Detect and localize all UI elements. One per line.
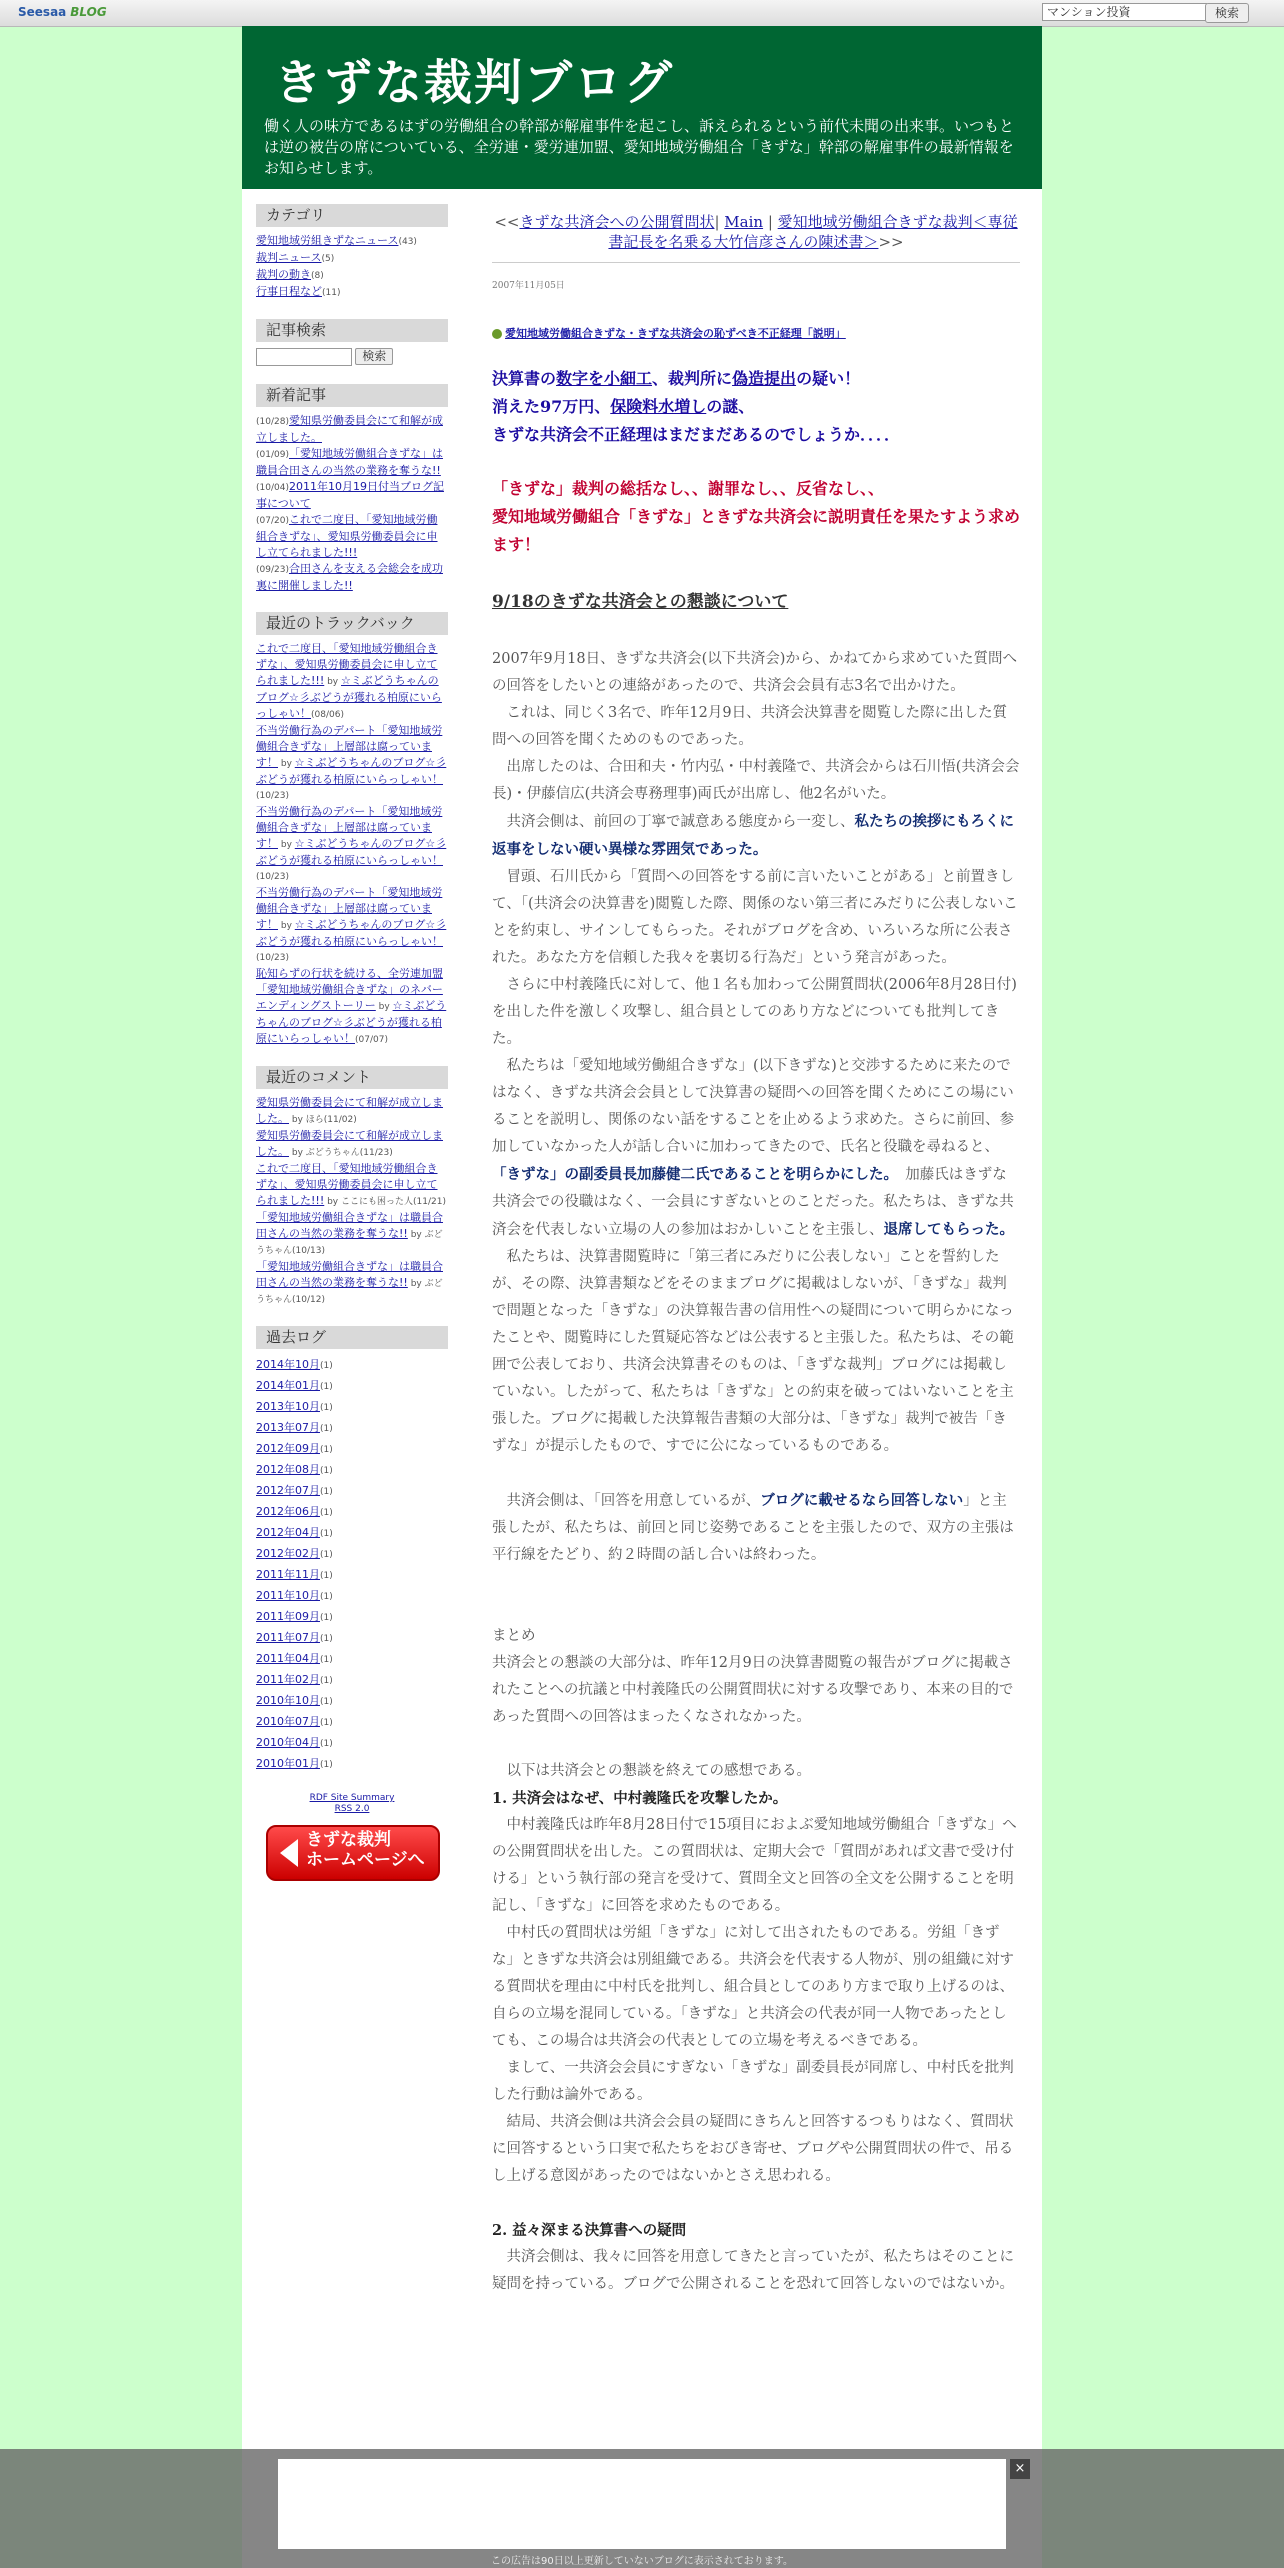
archive-link[interactable]: 2011年09月 <box>256 1610 320 1623</box>
comment-author: by ぶどうちゃん <box>256 1230 443 1256</box>
article-search-button[interactable]: 検索 <box>355 348 393 365</box>
recent-entry-date: (10/28) <box>256 417 289 427</box>
archive-count: (1) <box>320 1718 333 1728</box>
archive-count: (1) <box>320 1361 333 1371</box>
archive-link[interactable]: 2010年10月 <box>256 1694 320 1707</box>
archive-item <box>256 1607 448 1628</box>
trackback-item <box>256 804 448 885</box>
category-count: (43) <box>398 237 417 247</box>
paragraph: 私たちは「愛知地域労働組合きずな」(以下きずな)と交渉するために来たのではなく、きずな共済会会員として決算書の疑問への回答を聞くためにこの場にいることを説明し、関係のない話をすることを止めるよう求めた。さらに前回、参加していなかった人が話し合いに加わってきたので、氏名と役職を尋ねると、「きずな」の副委員長加藤健二氏であることを明らかにした。 加藤氏はきずな共済会での役職はなく、一会員にすぎないとのことだった。私たちは、きずな共済会を代表しない立場の人の参加はおかしいことを主張し、退席してもらった。 <box>492 1058 1014 1238</box>
paragraph: 共済会側は、我々に回答を用意してきたと言っていたが、私たちはそのことに疑問を持っている。ブログで公開されることを恐れて回答しないのではないか。 <box>492 2249 1014 2292</box>
recent-entry-date: (07/20) <box>256 516 289 526</box>
recent-entry-link[interactable]: 2011年10月19日付当ブログ記事について <box>256 480 444 510</box>
paragraph: 2007年9月18日、きずな共済会(以下共済会)から、かねてから求めていた質問への回答をしたいとの連絡があったので、共済会会員有志3名で出かけた。 <box>492 651 1018 694</box>
nav-sep: | <box>763 213 778 231</box>
archive-item <box>256 1355 448 1376</box>
highlight-blue-2: 消えた97万円、保険料水増しの謎、 <box>492 397 755 416</box>
category-item <box>256 284 448 301</box>
comment-date: (10/13) <box>292 1246 325 1256</box>
archive-item <box>256 1691 448 1712</box>
category-count: (8) <box>311 271 324 281</box>
comment-author: by ほら <box>289 1115 324 1125</box>
archive-item <box>256 1754 448 1775</box>
trackback-entry-link[interactable]: 恥知らずの行状を続ける、全労連加盟「愛知地域労働組合きずな」のネバーエンディングストーリー <box>256 967 443 1012</box>
trackback-item <box>256 723 448 804</box>
blog-header <box>242 26 1042 189</box>
archive-count: (1) <box>320 1655 333 1665</box>
paragraph: 以下は共済会との懇談を終えての感想である。 <box>492 1763 811 1779</box>
paragraph: 共済会側は、「回答を用意しているが、ブログに載せるなら回答しない」と主張したが、私たちは、前回と同じ姿勢であることを主張したので、双方の主張は平行線をたどり、約２時間の話し合いは終わった。 <box>492 1492 1014 1563</box>
recent-entries-list <box>256 413 448 594</box>
archive-link[interactable]: 2011年10月 <box>256 1589 320 1602</box>
categories-block <box>256 204 448 301</box>
archive-link[interactable]: 2012年04月 <box>256 1526 320 1539</box>
trackback-entry-link[interactable]: これで二度目、「愛知地域労働組合きずな」、愛知県労働委員会に申し立てられました!!! <box>256 642 438 687</box>
archive-item <box>256 1733 448 1754</box>
recent-entry-date: (01/09) <box>256 450 289 460</box>
recent-entry-item <box>256 512 448 561</box>
ad-overlay <box>0 2449 1284 2568</box>
trackback-source-link[interactable]: ☆ミぶどうちゃんのブログ☆彡ぶどうが獲れる柏原にいらっしゃい！ <box>256 918 447 948</box>
archive-item <box>256 1586 448 1607</box>
category-item <box>256 250 448 267</box>
toolbar-search-button[interactable]: 検索 <box>1205 3 1249 23</box>
question-heading-2: 2. 益々深まる決算書への疑問 <box>492 2222 687 2239</box>
category-link[interactable]: 裁判ニュース <box>256 251 322 264</box>
category-link[interactable]: 裁判の動き <box>256 268 311 281</box>
recent-entry-item <box>256 479 448 512</box>
paragraph: 冒頭、石川氏から「質問への回答をする前に言いたいことがある」と前置きして、「(共済会の決算書を)閲覧した際、関係のない第三者にみだりに公表しないことを約束し、サインしてもらった。それがブログを含め、いろいろな所に公表された。あなた方を信頼した我々を裏切る行為だ」という発言があった。 <box>492 869 1018 966</box>
comment-item <box>256 1259 448 1308</box>
archive-item <box>256 1397 448 1418</box>
archive-item <box>256 1439 448 1460</box>
close-icon[interactable]: × <box>1010 2459 1030 2479</box>
trackback-date: (08/06) <box>311 710 344 720</box>
prev-entry-link[interactable]: きずな共済会への公開質問状 <box>519 213 715 231</box>
comment-date: (11/23) <box>359 1148 393 1158</box>
comment-entry-link[interactable]: 「愛知地域労働組合きずな」は職員合田さんの当然の業務を奪うな!! <box>256 1260 443 1289</box>
summary-title: まとめ <box>492 1628 536 1644</box>
archive-item <box>256 1523 448 1544</box>
archive-item <box>256 1712 448 1733</box>
archive-count: (1) <box>320 1445 333 1455</box>
recent-entry-date: (10/04) <box>256 483 289 493</box>
entry-body <box>492 365 1020 2298</box>
blog-description: 働く人の味方であるはずの労働組合の幹部が解雇事件を起こし、訴えられるという前代未聞の出来事。いつもとは逆の被告の席についている、全労連・愛労連加盟、愛知地域労働組合「きずな」幹部の解雇事件の最新情報をお知らせします。 <box>264 117 1015 177</box>
comment-item <box>256 1128 448 1161</box>
recent-entry-link[interactable]: 「愛知地域労働組合きずな」は職員合田さんの当然の業務を奪うな!! <box>256 447 443 477</box>
category-count: (11) <box>322 288 341 298</box>
question-heading-1: 1. 共済会はなぜ、中村義隆氏を攻撃したか。 <box>492 1790 788 1807</box>
trackback-entry-link[interactable]: 不当労働行為のデパート「愛知地域労働組合きずな」上層部は腐っています！ <box>256 724 443 769</box>
category-item <box>256 267 448 284</box>
recent-entries-block <box>256 384 448 594</box>
trackbacks-block <box>256 612 448 1048</box>
highlight-blue-3: きずな共済会不正経理はまだまだあるのでしょうか．．．． <box>492 425 901 444</box>
trackback-by: by <box>375 1002 393 1012</box>
archive-count: (1) <box>320 1508 333 1518</box>
trackback-by: by <box>324 677 341 687</box>
archive-item <box>256 1544 448 1565</box>
entry-title-link[interactable]: 愛知地域労働組合きずな・きずな共済会の恥ずべき不正経理「説明」 <box>505 327 846 340</box>
archive-count: (1) <box>320 1487 333 1497</box>
highlight-red-2: 愛知地域労働組合「きずな」ときずな共済会に説明責任を果たすよう求めます！ <box>492 507 1021 554</box>
comment-author: by ぶどうちゃん <box>256 1279 443 1305</box>
highlight-red-1: 「きずな」裁判の総括なし、、謝罪なし、、反省なし、、 <box>492 479 885 498</box>
rss2-link[interactable]: RSS 2.0 <box>334 1804 370 1814</box>
paragraph: 中村氏の質問状は労組「きずな」に対して出されたものである。労組「きずな」ときずな共済会は別組織である。共済会を代表する人物が、別の組織に対する質問状を理由に中村氏を批判し、組合員としてのあり方まで取り上げるのは、自らの立場を混同している。「きずな」と共済会の代表が同一人物であったとしても、この場合は共済会の代表としての立場を考えるべきである。 <box>492 1925 1014 2049</box>
archive-link[interactable]: 2012年08月 <box>256 1463 320 1476</box>
paragraph: 出席したのは、合田和夫・竹内弘・中村義隆で、共済会からは石川悟(共済会会長)・伊藤信広(共済会専務理事)両氏が出席し、他2名がいた。 <box>492 759 1020 802</box>
archive-item <box>256 1649 448 1670</box>
toolbar-search-input[interactable]: マンション投資 <box>1042 3 1207 21</box>
article-search-input[interactable] <box>256 348 352 366</box>
archive-item <box>256 1418 448 1439</box>
trackback-date: (10/23) <box>256 791 289 801</box>
archive-count: (1) <box>320 1550 333 1560</box>
archive-count: (1) <box>320 1424 333 1434</box>
seesaa-blog-logo[interactable]: Seesaa BLOG <box>18 5 107 19</box>
arrow-left-icon <box>280 1839 298 1867</box>
comment-author: by ここにも困った人 <box>324 1197 413 1207</box>
recent-entries-heading: 新着記事 <box>256 384 448 407</box>
archive-link[interactable]: 2010年07月 <box>256 1715 320 1728</box>
homepage-button-line1: きずな裁判 <box>306 1830 391 1850</box>
comments-list <box>256 1095 448 1308</box>
archive-link[interactable]: 2013年07月 <box>256 1421 320 1434</box>
ad-note: この広告は90日以上更新していないブログに表示されております。 <box>491 2556 793 2567</box>
category-count: (5) <box>321 254 335 264</box>
comment-item <box>256 1210 448 1259</box>
comment-entry-link[interactable]: これで二度目、「愛知地域労働組合きずな」、愛知県労働委員会に申し立てられました!!! <box>256 1162 438 1207</box>
comment-date: (11/02) <box>323 1115 357 1125</box>
comments-heading: 最近のコメント <box>256 1066 448 1089</box>
archive-link[interactable]: 2012年02月 <box>256 1547 320 1560</box>
recent-entry-item <box>256 446 448 479</box>
categories-list <box>256 233 448 301</box>
archive-item <box>256 1502 448 1523</box>
trackback-item <box>256 641 448 723</box>
trackback-by: by <box>278 921 295 931</box>
comment-entry-link[interactable]: 「愛知地域労働組合きずな」は職員合田さんの当然の業務を奪うな!! <box>256 1211 443 1240</box>
comment-author: by ぶどうちゃん <box>289 1148 360 1158</box>
main-content <box>492 212 1020 2298</box>
archive-item <box>256 1460 448 1481</box>
paragraph: これは、同じく3名で、昨年12月9日、共済会決算書を閲覧した際に出した質問への回答を聞くためのものであった。 <box>492 705 1008 748</box>
recent-entry-link[interactable]: これで二度目、「愛知地域労働組合きずな」、愛知県労働委員会に申し立てられました!!! <box>256 513 438 559</box>
recent-entry-item <box>256 413 448 446</box>
comment-date: (10/12) <box>292 1295 325 1305</box>
trackbacks-list <box>256 641 448 1048</box>
categories-heading: カテゴリ <box>256 204 448 227</box>
paragraph: 中村義隆氏は昨年8月28日付で15項目におよぶ愛知地域労働組合「きずな」への公開質問状を出した。この質問状は、定期大会で「質問があれば文書で受け付ける」という執行部の発言を受けて、質問全文と回答の全文を公開することを明記し、「きずな」に回答を求めたものである。 <box>492 1817 1017 1914</box>
entry-navigation <box>492 212 1020 263</box>
archive-item <box>256 1376 448 1397</box>
archive-item <box>256 1565 448 1586</box>
archive-count: (1) <box>320 1613 333 1623</box>
archive-count: (1) <box>320 1571 333 1581</box>
category-item <box>256 233 448 250</box>
page-container <box>242 26 1042 2568</box>
comments-block <box>256 1066 448 1308</box>
trackback-by: by <box>278 759 295 769</box>
comment-date: (11/21) <box>413 1197 446 1207</box>
comment-entry-link[interactable]: 愛知県労働委員会にて和解が成立しました。 <box>256 1129 443 1158</box>
archive-link[interactable]: 2012年09月 <box>256 1442 320 1455</box>
archive-count: (1) <box>320 1466 333 1476</box>
trackback-item <box>256 966 448 1048</box>
archive-count: (1) <box>320 1382 333 1392</box>
trackback-date: (10/23) <box>256 953 289 963</box>
trackback-source-link[interactable]: ☆ミぶどうちゃんのブログ☆彡ぶどうが獲れる柏原にいらっしゃい！ <box>256 674 442 720</box>
archive-link[interactable]: 2013年10月 <box>256 1400 320 1413</box>
next-entry-link[interactable]: 愛知地域労働組合きずな裁判＜専従書記長を名乗る大竹信彦さんの陳述書＞ <box>608 213 1018 251</box>
trackback-by: by <box>278 840 295 850</box>
paragraph: さらに中村義隆氏に対して、他１名も加わって公開質問状(2006年8月28日付)を出した件を激しく攻撃し、組合員としてのあり方などについても批判してきた。 <box>492 977 1017 1047</box>
nav-prev-prefix: << <box>494 213 520 231</box>
trackback-item <box>256 885 448 966</box>
recent-entry-link[interactable]: 合田さんを支える会総会を成功裏に開催しました!! <box>256 562 443 592</box>
archive-count: (1) <box>320 1592 333 1602</box>
paragraph: まして、一共済会会員にすぎない「きずな」副委員長が同席し、中村氏を批判した行動は論外である。 <box>492 2060 1014 2103</box>
archive-link[interactable]: 2014年01月 <box>256 1379 320 1392</box>
archive-link[interactable]: 2010年04月 <box>256 1736 320 1749</box>
trackback-entry-link[interactable]: 不当労働行為のデパート「愛知地域労働組合きずな」上層部は腐っています！ <box>256 886 443 931</box>
comment-item <box>256 1161 448 1210</box>
trackback-date: (07/07) <box>355 1035 388 1045</box>
archive-count: (1) <box>320 1739 333 1749</box>
archive-item <box>256 1481 448 1502</box>
trackback-date: (10/23) <box>256 872 289 882</box>
search-block <box>256 319 448 366</box>
archive-link[interactable]: 2012年06月 <box>256 1505 320 1518</box>
recent-entry-item <box>256 561 448 594</box>
recent-entry-date: (09/23) <box>256 565 289 575</box>
highlight-blue-1: 決算書の数字を小細工、裁判所に偽造提出の疑い！ <box>492 369 861 388</box>
archive-count: (1) <box>320 1697 333 1707</box>
archive-count: (1) <box>320 1403 333 1413</box>
archive-link[interactable]: 2011年04月 <box>256 1652 320 1665</box>
search-heading: 記事検索 <box>256 319 448 342</box>
category-link[interactable]: 行事日程など <box>256 285 322 298</box>
archive-count: (1) <box>320 1676 333 1686</box>
archives-heading: 過去ログ <box>256 1326 448 1349</box>
trackback-source-link[interactable]: ☆ミぶどうちゃんのブログ☆彡ぶどうが獲れる柏原にいらっしゃい！ <box>256 837 447 867</box>
archive-item <box>256 1628 448 1649</box>
recent-entry-link[interactable]: 愛知県労働委員会にて和解が成立しました。 <box>256 414 443 444</box>
comment-entry-link[interactable]: 愛知県労働委員会にて和解が成立しました。 <box>256 1096 443 1125</box>
archive-link[interactable]: 2011年07月 <box>256 1631 320 1644</box>
archive-link[interactable]: 2011年02月 <box>256 1673 320 1686</box>
archive-item <box>256 1670 448 1691</box>
homepage-button-line2: ホームページへ <box>306 1850 425 1870</box>
rdf-link[interactable]: RDF Site Summary <box>309 1793 395 1803</box>
paragraph: 私たちは、決算書閲覧時に「第三者にみだりに公表しない」ことを誓約したが、その際、決算書類などをそのままブログに掲載はしないが、「きずな」裁判で問題となった「きずな」の決算報告書の信用性への疑問について明らかになったことや、閲覧時にした質疑応答などは公表すると主張した。私たちは、その範囲で公表しており、共済会決算書そのものは、「きずな裁判」ブログには掲載していない。したがって、私たちは「きずな」との約束を破ってはいないことを主張した。ブログに掲載した決算報告書類の大部分は、「きずな」裁判で被告「きずな」が提示したもので、すでに公になっているものである。 <box>492 1249 1014 1454</box>
section-heading: 9/18のきずな共済会との懇談について <box>492 592 789 612</box>
archive-count: (1) <box>320 1760 333 1770</box>
sidebar <box>256 204 448 1881</box>
entry-date: 2007年11月05日 <box>492 281 565 291</box>
paragraph: 共済会側は、前回の丁寧で誠意ある態度から一変し、私たちの挨拶にもろくに返事をしない硬い異様な雰囲気であった。 <box>492 813 1014 858</box>
archive-link[interactable]: 2011年11月 <box>256 1568 320 1581</box>
rss-links <box>256 1793 448 1815</box>
nav-sep: | <box>714 213 725 231</box>
archive-count: (1) <box>320 1634 333 1644</box>
archive-count: (1) <box>320 1529 333 1539</box>
archive-link[interactable]: 2010年01月 <box>256 1757 320 1770</box>
trackback-entry-link[interactable]: 不当労働行為のデパート「愛知地域労働組合きずな」上層部は腐っています！ <box>256 805 443 850</box>
comment-item <box>256 1095 448 1128</box>
trackback-source-link[interactable]: ☆ミぶどうちゃんのブログ☆彡ぶどうが獲れる柏原にいらっしゃい！ <box>256 756 447 786</box>
archives-block <box>256 1326 448 1775</box>
category-link[interactable]: 愛知地域労組きずなニュース <box>256 234 399 247</box>
archives-list <box>256 1355 448 1775</box>
paragraph: 結局、共済会側は共済会会員の疑問にきちんと回答するつもりはなく、質問状に回答するという口実で私たちをおびき寄せ、ブログや公開質問状の件で、吊るし上げる意図があったのではないかとさえ思われる。 <box>492 2114 1014 2184</box>
homepage-button[interactable] <box>266 1825 440 1881</box>
trackback-source-link[interactable]: ☆ミぶどうちゃんのブログ☆彡ぶどうが獲れる柏原にいらっしゃい！ <box>256 999 447 1045</box>
trackbacks-heading: 最近のトラックバック <box>256 612 448 635</box>
archive-link[interactable]: 2012年07月 <box>256 1484 320 1497</box>
entry-title <box>492 320 1020 347</box>
archive-link[interactable]: 2014年10月 <box>256 1358 320 1371</box>
summary-paragraph: 共済会との懇談の大部分は、昨年12月9日の決算書閲覧の報告がブログに掲載されたことへの抗議と中村義隆氏の公開質問状に対する攻撃であり、本来の目的であった質問への回答はまったくなされなかった。 <box>492 1655 1014 1725</box>
ad-banner[interactable] <box>278 2459 1006 2549</box>
blog-title[interactable]: きずな裁判ブログ <box>274 55 675 111</box>
main-link[interactable]: Main <box>724 213 764 231</box>
bullet-icon <box>492 329 502 339</box>
nav-next-suffix: >> <box>878 233 904 251</box>
seesaa-toolbar <box>0 0 1284 27</box>
